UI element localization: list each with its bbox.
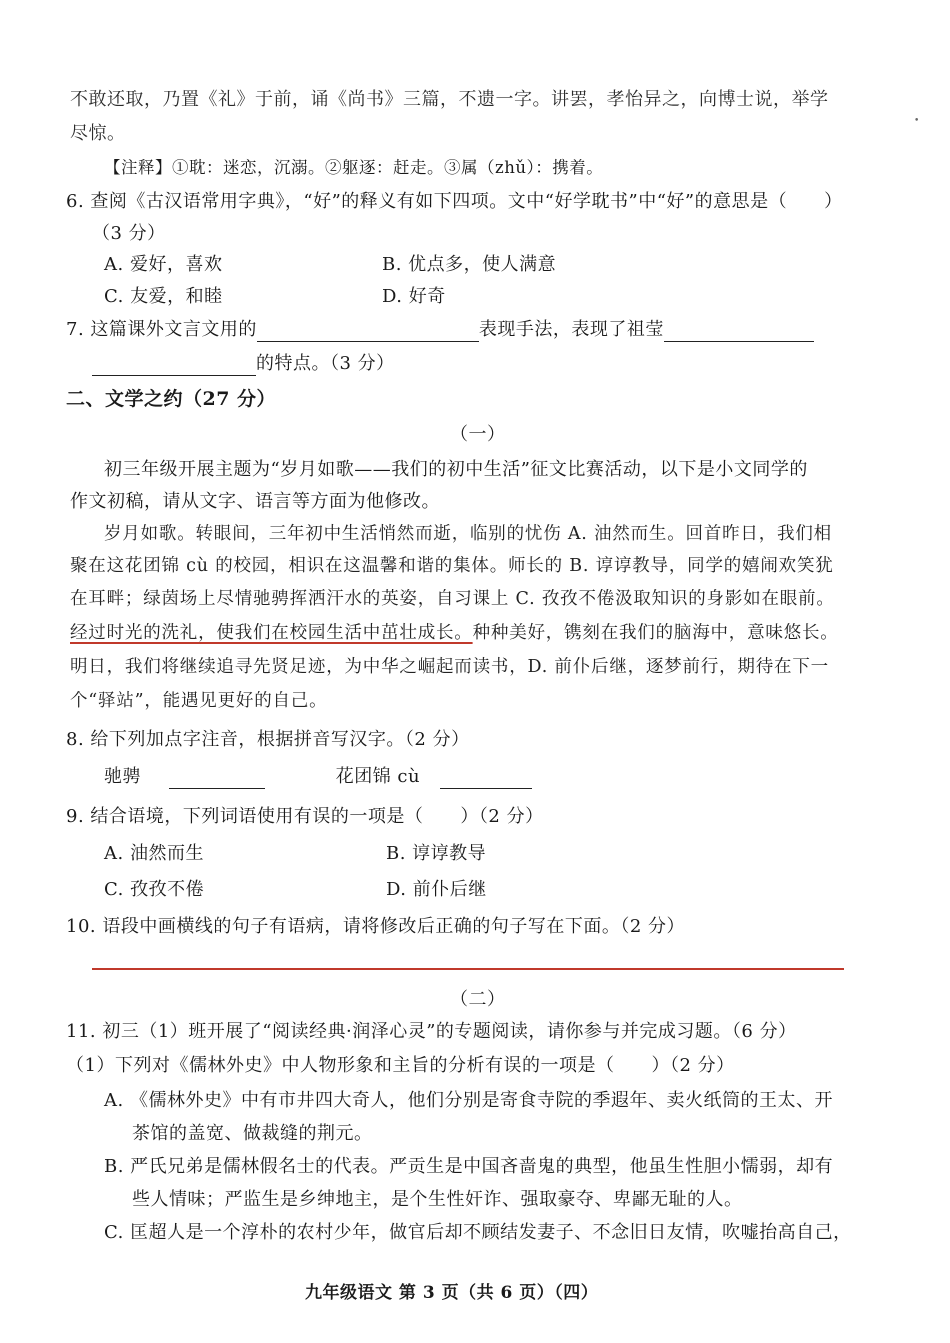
- q7-blank-3[interactable]: [92, 355, 256, 376]
- essay-line-4-rest: 种种美好，镌刻在我们的脑海中，意味悠长。: [472, 623, 839, 643]
- q6-option-c: C. 友爱，和睦: [104, 286, 223, 307]
- essay-line-4: [70, 621, 839, 645]
- essay-line-2: 聚在这花团锦 cù 的校园，相识在这温馨和谐的集体。师长的 B. 谆谆教导，同学的嬉闹欢笑犹: [70, 556, 834, 576]
- q11-option-c-line-1: C. 匡超人是一个淳朴的农村少年，做官后却不顾结发妻子、不念旧日友情，吹嘘抬高自己，: [104, 1222, 852, 1243]
- q7-line-2: [92, 352, 395, 376]
- part-2-title: （二）: [450, 989, 506, 1010]
- q8-stem: 8. 给下列加点字注音，根据拼音写汉字。（2 分）: [66, 729, 470, 750]
- q7-text-part-1: 7. 这篇课外文言文用的: [66, 319, 257, 340]
- q7-text-part-2: 表现手法，表现了祖莹: [478, 319, 664, 340]
- q8-items: [104, 765, 532, 789]
- q7-text-part-3: 的特点。（3 分）: [256, 353, 395, 374]
- section-2-intro-line-2: 作文初稿，请从文字、语言等方面为他修改。: [70, 491, 440, 512]
- q9-option-c: C. 孜孜不倦: [104, 879, 205, 900]
- q10-stem: 10. 语段中画横线的句子有语病，请将修改后正确的句子写在下面。（2 分）: [66, 916, 686, 937]
- q6-option-d: D. 好奇: [382, 286, 446, 307]
- q9-option-b: B. 谆谆教导: [386, 843, 487, 864]
- q8-blank-1[interactable]: [169, 768, 265, 789]
- scan-mark: •: [914, 116, 920, 126]
- q6-score: （3 分）: [92, 223, 166, 244]
- q7-blank-2[interactable]: [664, 321, 814, 342]
- q9-option-d: D. 前仆后继: [386, 879, 487, 900]
- q10-answer-line[interactable]: [92, 968, 844, 970]
- essay-line-6: 个“驿站”，能遇见更好的自己。: [70, 691, 328, 711]
- q7-blank-1[interactable]: [257, 321, 479, 342]
- annotation-note: 【注释】①耽：迷恋，沉溺。②躯逐：赶走。③属（zhǔ）：携着。: [104, 158, 604, 177]
- section-2-intro-line-1: 初三年级开展主题为“岁月如歌——我们的初中生活”征文比赛活动，以下是小文同学的: [104, 459, 808, 480]
- part-1-title: （一）: [450, 424, 506, 445]
- q6-option-a: A. 爱好，喜欢: [104, 254, 223, 275]
- q6-option-b: B. 优点多，使人满意: [382, 254, 557, 275]
- page-footer: 九年级语文 第 3 页（共 6 页）（四）: [305, 1283, 599, 1303]
- q11-option-a-line-2: 茶馆的盖宽、做裁缝的荆元。: [132, 1123, 373, 1144]
- q9-stem: 9. 结合语境，下列词语使用有误的一项是（ ）（2 分）: [66, 806, 544, 827]
- classical-text-line-2: 尽惊。: [70, 123, 126, 144]
- essay-line-1: 岁月如歌。转眼间，三年初中生活悄然而逝，临别的忧伤 A. 油然而生。回首昨日，我们相: [104, 524, 832, 544]
- q8-item-1: 驰骋: [104, 766, 141, 787]
- q11-option-a-line-1: A. 《儒林外史》中有市井四大奇人，他们分别是寄食寺院的季遐年、卖火纸筒的王太、开: [104, 1090, 833, 1111]
- q9-option-a: A. 油然而生: [104, 843, 204, 864]
- q8-blank-2[interactable]: [440, 768, 532, 789]
- q6-stem: 6. 查阅《古汉语常用字典》，“好”的释义有如下四项。文中“好学耽书”中“好”的意思是（ ）: [66, 191, 843, 212]
- essay-line-5: 明日，我们将继续追寻先贤足迹，为中华之崛起而读书，D. 前仆后继，逐梦前行，期待在下一: [70, 657, 829, 677]
- q7-line-1: [66, 318, 814, 342]
- q11-stem: 11. 初三（1）班开展了“阅读经典·润泽心灵”的专题阅读，请你参与并完成习题。（6 分）: [66, 1021, 797, 1042]
- q11-option-b-line-1: B. 严氏兄弟是儒林假名士的代表。严贡生是中国吝啬鬼的典型，他虽生性胆小懦弱，却有: [104, 1156, 834, 1177]
- classical-text-line-1: 不敢还取，乃置《礼》于前，诵《尚书》三篇，不遗一字。讲罢，孝怡异之，向博士说，举学: [70, 89, 829, 110]
- essay-line-3: 在耳畔；绿茵场上尽情驰骋挥洒汗水的英姿，自习课上 C. 孜孜不倦汲取知识的身影如在眼前。: [70, 589, 835, 609]
- essay-underlined-sentence: 经过时光的洗礼，使我们在校园生活中茁壮成长。: [70, 623, 473, 643]
- section-2-title: 二、文学之约（27 分）: [66, 388, 277, 410]
- q11-sub-1: （1）下列对《儒林外史》中人物形象和主旨的分析有误的一项是（ ）（2 分）: [66, 1055, 735, 1076]
- q11-option-b-line-2: 些人情味；严监生是乡绅地主，是个生性奸诈、强取豪夺、卑鄙无耻的人。: [132, 1189, 743, 1210]
- q8-item-2: 花团锦 cù: [335, 766, 421, 787]
